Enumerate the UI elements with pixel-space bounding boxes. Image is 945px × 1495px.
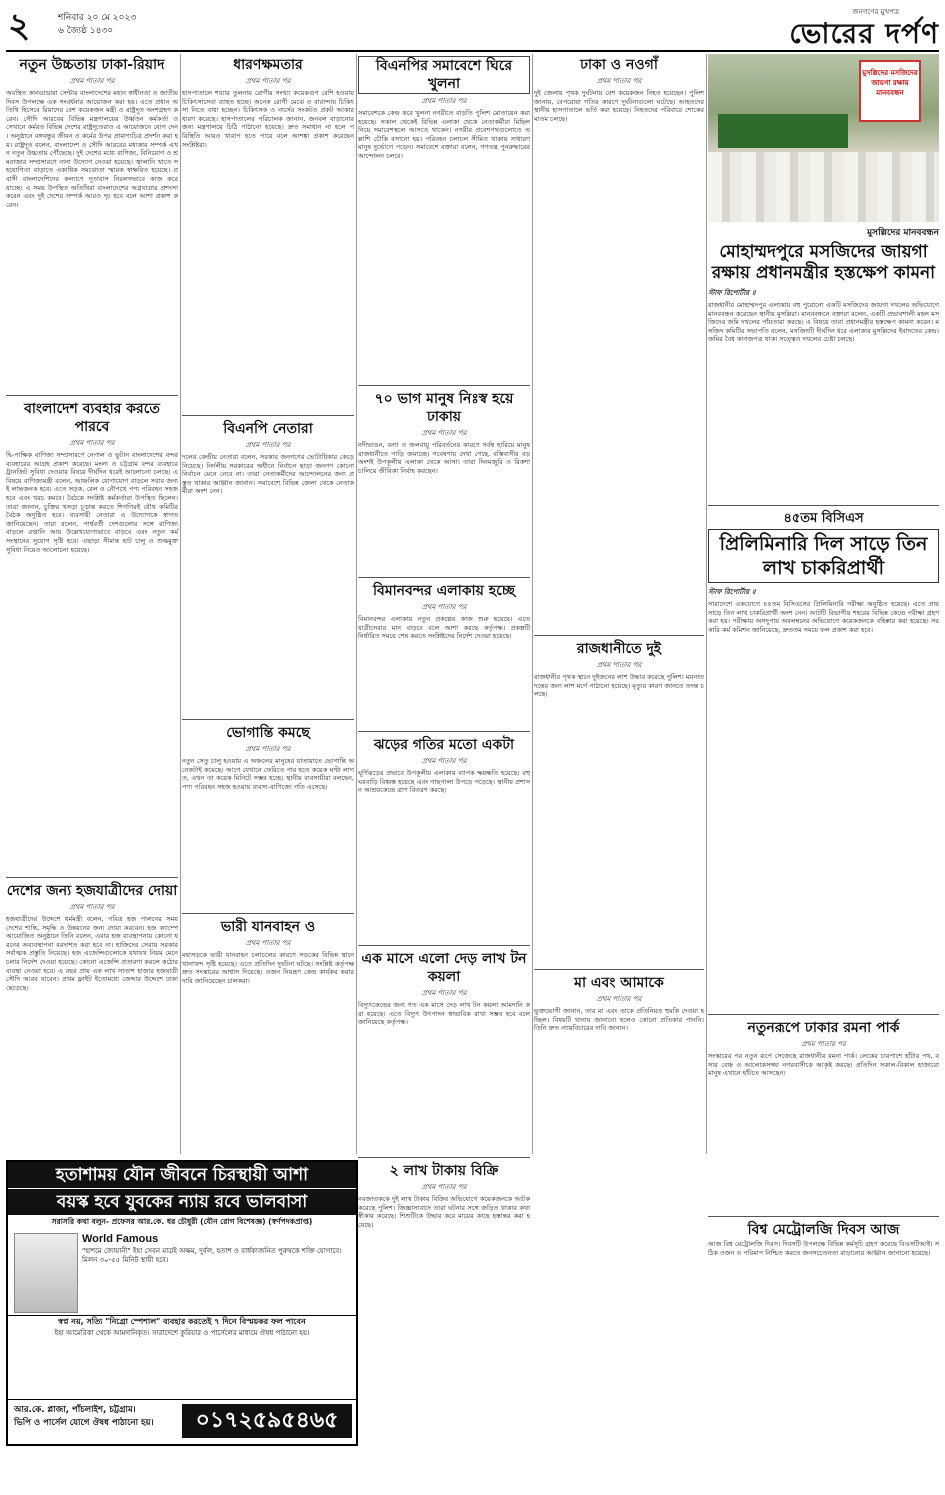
article-separator [182,913,354,914]
article-headline: দেশের জন্য হজযাত্রীদের দোয়া [6,883,178,899]
ad-address [14,1404,164,1430]
article [534,974,707,1447]
kicker: ৪৫তম বিসিএস [783,511,864,526]
continuation-label: প্রথম পাতার পর [421,429,467,437]
article-body: দুই জেলায় পৃথক দুর্ঘটনায় বেশ কয়েকজন নিহত হয়েছেন। পুলিশ জানায়, বেপরোয়া গতির কারণে দুর্ঘটনাগুলো ঘটেছে। আহতদের স্থানীয় হাসপাতালে ভর্তি করা হয়েছে। নিহতদের পরিবারে শোকের মাতম চলছে। [534,89,707,123]
column-3 [358,54,533,1454]
article-headline: মা এবং আমাকে [574,975,664,991]
page-header [6,6,939,52]
ad-contact-line: সরাসরি কথা বলুন- প্রফেসর আর.কে. ধর চৌধুরী (যৌন রোগ বিশেষজ্ঞ) (স্বর্ণপদকপ্রাপ্ত) [51,1217,313,1226]
date-gregorian: শনিবার ২০ মে ২০২৩ [58,13,137,23]
article-body: সারাদেশে একযোগে ৪৫তম বিসিএসের প্রিলিমিনারি পরীক্ষা অনুষ্ঠিত হয়েছে। এতে প্রায় সাড়ে তিন লাখ চাকরিপ্রার্থী অংশ নেন। আটটি বিভাগীয় শহরের বিভিন্ন কেন্দ্রে পরীক্ষা গ্রহণ করা হয়। পরীক্ষায় অসদুপায় অবলম্বনের অভিযোগে কয়েকজনকে বহিষ্কার করা হয়েছে। সরকারি কর্ম কমিশন জানিয়েছে, দ্রুততম সময়ে ফল প্রকাশ করা হবে। [708,600,942,634]
article [358,582,533,725]
article-body: রাজধানীর পৃথক স্থানে দুইজনের লাশ উদ্ধার করেছে পুলিশ। ময়নাতদন্তের জন্য লাশ মর্গে পাঠানো হয়েছে। মৃত্যুর কারণ জানতে তদন্ত চলছে। [534,673,704,699]
continuation-label: প্রথম পাতার পর [421,1183,467,1191]
article [6,400,181,871]
article-headline: ৭০ ভাগ মানুষ নিঃস্ব হয়ে ঢাকায় [374,391,514,425]
column-divider [356,54,357,1154]
byline: স্টাফ রিপোর্টার ॥ [708,289,756,297]
article-body: নবজাতককে দুই লাখ টাকায় বিক্রির অভিযোগে কয়েকজনকে আটক করেছে পুলিশ। জিজ্ঞাসাবাদে তারা ঘটনার সঙ্গে জড়িত থাকার কথা স্বীকার করেছে। শিশুটিকে উদ্ধার করে মায়ের কাছে হস্তান্তর করা হয়েছে। [358,1195,533,1229]
column-divider [706,54,707,1154]
lead-headline: মোহাম্মদপুরে মসজিদের জায়গা রক্ষায় প্রধানমন্ত্রীর হস্তক্ষেপ কামনা [711,242,936,283]
article-separator [358,385,530,386]
article [358,56,533,379]
article-headline: বিএনপি নেতারা [223,421,313,437]
article-headline: বিশ্ব মেট্রোলজি দিবস আজ [747,1222,900,1238]
article-headline: নতুনরূপে ঢাকার রমনা পার্ক [747,1020,900,1036]
article-headline: ঢাকা ও নওগাঁ [580,57,658,73]
column-4 [534,54,707,1454]
article-body: রাজধানীর মোহাম্মদপুর এলাকায় বহু পুরোনো একটি মসজিদের জায়গা দখলের অভিযোগে মানববন্ধন করেছেন স্থানীয় মুসল্লিরা। মানববন্ধনে বক্তারা বলেন, একটি প্রভাবশালী মহল মসজিদের জমি দখলের পাঁয়তারা করছে। এ বিষয়ে তারা প্রধানমন্ত্রীর হস্তক্ষেপ কামনা করেন। মসজিদ কমিটির সভাপতি বলেন, মসজিদটি দীর্ঘদিন ধরে এলাকার মুসল্লিদের ইবাদতের কেন্দ্র। জমির বৈধ কাগজপত্র থাকা সত্ত্বেও দখলের চেষ্টা চলছে। [708,301,942,344]
article-separator [6,877,178,878]
continuation-label: প্রথম পাতার পর [69,77,115,85]
article-body: বিদ্যুৎকেন্দ্রের জন্য গত এক মাসে দেড় লাখ টন কয়লা আমদানি করা হয়েছে। এতে বিদ্যুৎ উৎপাদন স্বাভাবিক রাখা সম্ভব হবে বলে জানিয়েছে কর্তৃপক্ষ। [358,1001,533,1027]
column-5 [708,54,942,1446]
article-headline: ধারণক্ষমতার [233,57,303,73]
masthead-tagline: জনগণের মুখপত্র [852,8,899,16]
article-headline: বিমানবন্দর এলাকায় হচ্ছে [373,583,515,599]
banner-graphic [718,114,848,148]
ad-footer [8,1399,356,1444]
continuation-label: প্রথম পাতার পর [245,939,291,947]
masthead-title: ভোরের দর্পণ [789,17,939,50]
ad-delivery-line: ভিপি ও পার্সেল যোগে ঔষধ পাঠানো হয়। [14,1418,154,1428]
ad-promo: স্বপ্ন নয়, সত্যি "নিগ্রো স্পেশাল" ব্যবহার করতেই ৭ দিনে বিস্ময়কর ফল পাবেন [8,1315,356,1328]
byline: স্টাফ রিপোর্টার ॥ [708,588,756,596]
ad-address-line: আর.কে. প্লাজা, পাঁচলাইশ, চট্টগ্রাম। [14,1405,136,1415]
article [182,56,357,409]
article-headline: বিএনপির সমাবেশে ঘিরে খুলনা [358,56,530,94]
placard: মুসল্লিদের মসজিদের জায়গা রক্ষায় মানববন্ধন [859,60,921,122]
photo-caption: মুসল্লিদের মানববন্ধন [867,228,939,238]
page-number: ২ [8,6,31,46]
article-body: নতুন সেতু চালু হওয়ায় এ অঞ্চলের মানুষের যাতায়াতে ভোগান্তি অনেকটাই কমেছে। আগে যেখানে ফেরিতে পার হতে কয়েক ঘণ্টা লাগত, এখন তা কয়েক মিনিটে সম্ভব হচ্ছে। স্থানীয় ব্যবসায়ীরা বলছেন, পণ্য পরিবহন সহজ হওয়ায় ব্যবসা-বাণিজ্যে গতি এসেছে। [182,757,357,791]
continuation-label: প্রথম পাতার পর [801,1040,846,1048]
article-headline: নতুন উচ্চতায় ঢাকা-রিয়াদ [19,57,165,73]
article-separator [358,577,530,578]
article-body: ভুক্তভোগী জানান, তার মা এবং তাকে প্রতিনিয়ত হুমকি দেওয়া হচ্ছিল। বিষয়টি থানায় জানানো হলেও কোনো প্রতিকার পাননি। তিনি দ্রুত ন্যায়বিচারের দাবি জানান। [534,1007,707,1033]
continuation-label: প্রথম পাতার পর [69,439,115,447]
article-headline: ২ লাখ টাকায় বিক্রি [389,1163,499,1179]
ad-headline: হতাশাময় যৌন জীবনে চিরস্থায়ী আশা [8,1162,356,1188]
article [534,640,704,963]
article-separator [708,505,939,506]
article-body: আজ বিশ্ব মেট্রোলজি দিবস। দিবসটি উপলক্ষে বিভিন্ন কর্মসূচি গ্রহণ করেছে বিএসটিআই। সঠিক ওজন ও পরিমাপ নিশ্চিত করতে জনসচেতনতা বাড়ানোর আহ্বান জানানো হয়েছে। [708,1240,939,1257]
date-bengali: ৬ জ্যৈষ্ঠ ১৪৩০ [58,26,114,36]
ad-subheadline: বয়স্ক হবে যুবকের ন্যায় রবে ভালবাসা [8,1188,356,1215]
article-body: নদীভাঙন, বন্যা ও জলবায়ু পরিবর্তনের কারণে সর্বস্ব হারিয়ে মানুষ রাজধানীতে পাড়ি জমাচ্ছে। গবেষণায় দেখা গেছে, বস্তিবাসীর বড় অংশই উপকূলীয় এলাকা থেকে আসা। তারা দিনমজুরি ও রিকশা চালিয়ে জীবিকা নির্বাহ করছেন। [358,441,533,475]
article [358,950,533,1151]
column-divider [532,54,533,1154]
continuation-label: প্রথম পাতার পর [245,77,291,85]
ad-body [8,1231,356,1315]
article [6,56,181,389]
ad-info: ইহা আমেরিকা থেকে আমদানিকৃত। সারাদেশে কুরিয়ার ও পার্সেলের মাধ্যমে ঔষধ পাঠানো হয়। [54,1329,310,1337]
article [358,1162,533,1495]
advertisement [6,1160,358,1446]
masthead [789,6,939,50]
column-divider [180,54,181,1154]
article-headline: রাজধানীতে দুই [576,641,662,657]
article [182,420,357,713]
continuation-label: প্রথম পাতার পর [596,77,642,85]
article-separator [6,395,178,396]
article-body: সংস্কারের পর নতুন রূপে সেজেছে রাজধানীর রমনা পার্ক। লেকের চারপাশে হাঁটার পথ, বসার বেঞ্চ ও আলোকসজ্জা নগরবাসীকে আকৃষ্ট করছে। প্রতিদিন সকাল-বিকাল হাজারো মানুষ এখানে হাঁটতে আসছেন। [708,1052,942,1078]
article-body: দ্বি-পাক্ষিক বাণিজ্য সম্প্রসারণে নেপাল ও ভুটান বাংলাদেশের বন্দর ব্যবহারের আগ্রহ প্রকাশ করেছে। মংলা ও চট্টগ্রাম বন্দর ব্যবহারে ট্রানজিট সুবিধা দেওয়ার বিষয়ে দীর্ঘদিন ধরেই আলোচনা চলছে। এ বিষয়ে বাণিজ্যমন্ত্রী বলেন, আঞ্চলিক যোগাযোগ বাড়লে সবার জন্যই লাভজনক হবে। এতে সড়ক, রেল ও নৌপথে পণ্য পরিবহন সহজ হবে এবং খরচ কমবে। বৈঠকে সংশ্লিষ্ট কর্মকর্তারা উপস্থিত ছিলেন। তারা জানান, চুক্তির খসড়া চূড়ান্ত করতে শিগগিরই যৌথ কমিটির বৈঠক অনুষ্ঠিত হবে। ব্যবসায়ী নেতারা এ উদ্যোগকে স্বাগত জানিয়েছেন। তারা বলেন, পার্শ্ববর্তী দেশগুলোর সঙ্গে বাণিজ্য বাড়লে রপ্তানি আয় উল্লেখযোগ্যভাবে বাড়বে এবং নতুন কর্মসংস্থানের সুযোগ সৃষ্টি হবে। এছাড়া সীমান্ত হাট চালু ও শুল্কমুক্ত সুবিধা নিয়েও আলোচনা হয়েছে। [6,451,181,554]
article-separator [182,415,354,416]
article-separator [358,945,530,946]
article-body: হাসপাতালে শয্যার তুলনায় রোগীর সংখ্যা কয়েকগুণ বেশি হওয়ায় চিকিৎসাসেবা ব্যাহত হচ্ছে। অনেক রোগী মেঝে ও বারান্দায় চিকিৎসা নিতে বাধ্য হচ্ছেন। চিকিৎসক ও নার্সের সংকটও প্রকট আকার ধারণ করেছে। হাসপাতালের পরিচালক জানান, জনবল বাড়ানোর জন্য মন্ত্রণালয়ে চিঠি পাঠানো হয়েছে। দ্রুত সমাধান না হলে পরিস্থিতি আরও খারাপ হতে পারে বলে আশঙ্কা প্রকাশ করেছেন সংশ্লিষ্টরা। [182,89,357,149]
article-headline: ভারী যানবাহন ও [220,919,316,935]
continuation-label: প্রথম পাতার পর [421,757,467,765]
article-separator [358,1157,530,1158]
continuation-label: প্রথম পাতার পর [245,745,291,753]
article [534,56,707,629]
news-photo [708,54,939,222]
article-headline: ঝড়ের গতির মতো একটা [373,737,515,753]
article-separator [358,731,530,732]
continuation-label: প্রথম পাতার পর [421,603,467,611]
article-body: সমাবেশকে কেন্দ্র করে খুলনা নগরীতে বাড়তি পুলিশ মোতায়েন করা হয়েছে। সকাল থেকেই বিভিন্ন এলাকা থেকে নেতাকর্মীরা মিছিল নিয়ে সমাবেশস্থলে আসতে থাকেন। নগরীর প্রবেশপথগুলোতে তল্লাশি চৌকি বসানো হয়। পরিবহন চলাচল সীমিত থাকায় সাধারণ মানুষ দুর্ভোগে পড়েন। সমাবেশে বক্তারা বলেন, গণতন্ত্র পুনরুদ্ধারের আন্দোলন চলবে। [358,109,533,160]
article-separator [708,1216,939,1217]
article-separator [534,635,704,636]
article-headline: এক মাসে এলো দেড় লাখ টন কয়লা [361,951,527,985]
crowd-graphic [708,152,939,222]
article [358,390,533,571]
article [6,882,181,1175]
article-body: দলের কেন্দ্রীয় নেতারা বলেন, সরকার জনগণের ভোটাধিকার কেড়ে নিয়েছে। নির্দলীয় সরকারের অধীনে নির্বাচন ছাড়া জনগণ কোনো নির্বাচন মেনে নেবে না। তারা নেতাকর্মীদের আন্দোলনের জন্য প্রস্তুত থাকার আহ্বান জানান। সমাবেশে বিভিন্ন জেলা থেকে নেতাকর্মীরা অংশ নেন। [182,453,357,496]
article [182,918,357,1151]
continuation-label: প্রথম পাতার পর [245,441,291,449]
continuation-label: প্রথম পাতার পর [421,97,467,105]
article-body: হজযাত্রীদের উদ্দেশে ধর্মমন্ত্রী বলেন, পবিত্র হজ পালনের সময় দেশের শান্তি, সমৃদ্ধি ও উন্নয়নের জন্য দোয়া করবেন। হজ ক্যাম্পে আয়োজিত অনুষ্ঠানে তিনি বলেন, এবার হজ ব্যবস্থাপনায় কোনো ধরনের অব্যবস্থাপনা বরদাশত করা হবে না। হাজিদের সেবায় সরকার সর্বাত্মক প্রস্তুতি নিয়েছে। হজ এজেন্সিগুলোকে যথাযথ নিয়ম মেনে চলার নির্দেশ দেওয়া হয়েছে। কোনো এজেন্সি প্রতারণা করলে কঠোর ব্যবস্থা নেওয়া হবে। এ বছর প্রায় এক লাখ সাতাশ হাজার হজযাত্রী সৌদি আরব যাবেন। প্রথম ফ্লাইট ইতোমধ্যে জেদ্দার উদ্দেশে ঢাকা ছেড়েছে। [6,915,181,992]
continuation-label: প্রথম পাতার পর [421,989,467,997]
article [182,724,357,907]
article [358,736,533,939]
date-line [58,12,136,38]
article-body: মহাসড়কে ভারী যানবাহন চলাচলের কারণে সড়কের বিভিন্ন স্থানে খানাখন্দ সৃষ্টি হয়েছে। এতে প্রতিদিন দুর্ঘটনা ঘটছে। সংশ্লিষ্ট কর্তৃপক্ষ দ্রুত সংস্কারের আশ্বাস দিয়েছে। ওজন নিয়ন্ত্রণ কেন্দ্র কার্যকর করার দাবি জানিয়েছেন চালকরা। [182,951,357,985]
column-1 [6,54,181,1154]
doctor-photo [14,1233,78,1313]
article-separator [182,719,354,720]
article-separator [534,969,704,970]
ad-product-title: World Famous [82,1233,159,1245]
continuation-label: প্রথম পাতার পর [596,995,642,1003]
column-2 [182,54,357,1154]
continuation-label: প্রথম পাতার পর [596,661,642,669]
article-headline: বাংলাদেশ ব্যবহার করতে পারবে [24,401,160,435]
ad-phone-number: ০১৭২৫৯৫৪৬৫ [182,1404,352,1438]
ad-product-text: "হাশমে জোয়ানী" ইহা সেবন মাত্রই অক্ষম, দুর্বল, হতাশ ও বার্ধক্যজনিত পুরুষকে শক্তি যোগাবে। মিলন ৩০-৫৫ মিনিট স্থায়ী হবে। [82,1247,342,1264]
ad-product-block [82,1233,352,1265]
article-headline: ভোগান্তি কমছে [226,725,310,741]
article-body: বিমানবন্দর এলাকায় নতুন প্রকল্পের কাজ শুরু হয়েছে। এতে যাত্রীসেবার মান বাড়বে বলে আশা করছে কর্তৃপক্ষ। প্রকল্পটি নির্ধারিত সময়ে শেষ করতে সংশ্লিষ্টদের নির্দেশ দেওয়া হয়েছে। [358,615,533,641]
feature-headline: প্রিলিমিনারি দিল সাড়ে তিন লাখ চাকরিপ্রার্থী [708,529,939,583]
article-body: ঘূর্ণিঝড়ের প্রভাবে উপকূলীয় এলাকায় ব্যাপক ক্ষয়ক্ষতি হয়েছে। বহু ঘরবাড়ি বিধ্বস্ত হয়েছে এবং গাছপালা উপড়ে পড়েছে। স্থানীয় প্রশাসন আশ্রয়কেন্দ্রে ত্রাণ বিতরণ করছে। [358,769,533,795]
article-separator [708,1014,939,1015]
article-body: অবস্থিত কানডাডারা সেন্টার বাংলাদেশের মহান স্বাধীনতা ও জাতীয় দিবস উপলক্ষে এক সংবর্ধনার আয়োজন করা হয়। এতে প্রধান অতিথি হিসেবে রিয়াদের বেশ কয়েকজন মন্ত্রী ও রাষ্ট্রদূত অংশগ্রহণ করেন। সৌদি আরবের বিভিন্ন মন্ত্রণালয়ের উর্ধ্বতন কর্মকর্তা ও সেখানে কর্মরত বিভিন্ন দেশের রাষ্ট্রদূতেরাও এ আয়োজনে যোগ দেন। অনুষ্ঠানে বঙ্গবন্ধুর জীবন ও কর্মের উপর প্রামাণ্যচিত্র প্রদর্শন করা হয়। রাষ্ট্রদূত বলেন, বাংলাদেশ ও সৌদি আরবের মধ্যকার সম্পর্ক এখন নতুন উচ্চতায় পৌঁছেছে। দুই দেশের মধ্যে বাণিজ্য, বিনিয়োগ ও শ্রমবাজার সম্প্রসারণে নানা উদ্যোগ নেওয়া হয়েছে। জ্বালানি খাতে সহযোগিতা বাড়াতে একাধিক সমঝোতা স্মারক স্বাক্ষরিত হয়েছে। প্রবাসী বাংলাদেশিদের কল্যাণে দূতাবাস নিরলসভাবে কাজ করে যাচ্ছে। এ সময় উপস্থিত অতিথিরা বাংলাদেশের অগ্রযাত্রার প্রশংসা করেন এবং দুই দেশের সম্পর্ক আরও দৃঢ় হবে বলে আশা প্রকাশ করেন। [6,89,181,209]
continuation-label: প্রথম পাতার পর [69,903,115,911]
